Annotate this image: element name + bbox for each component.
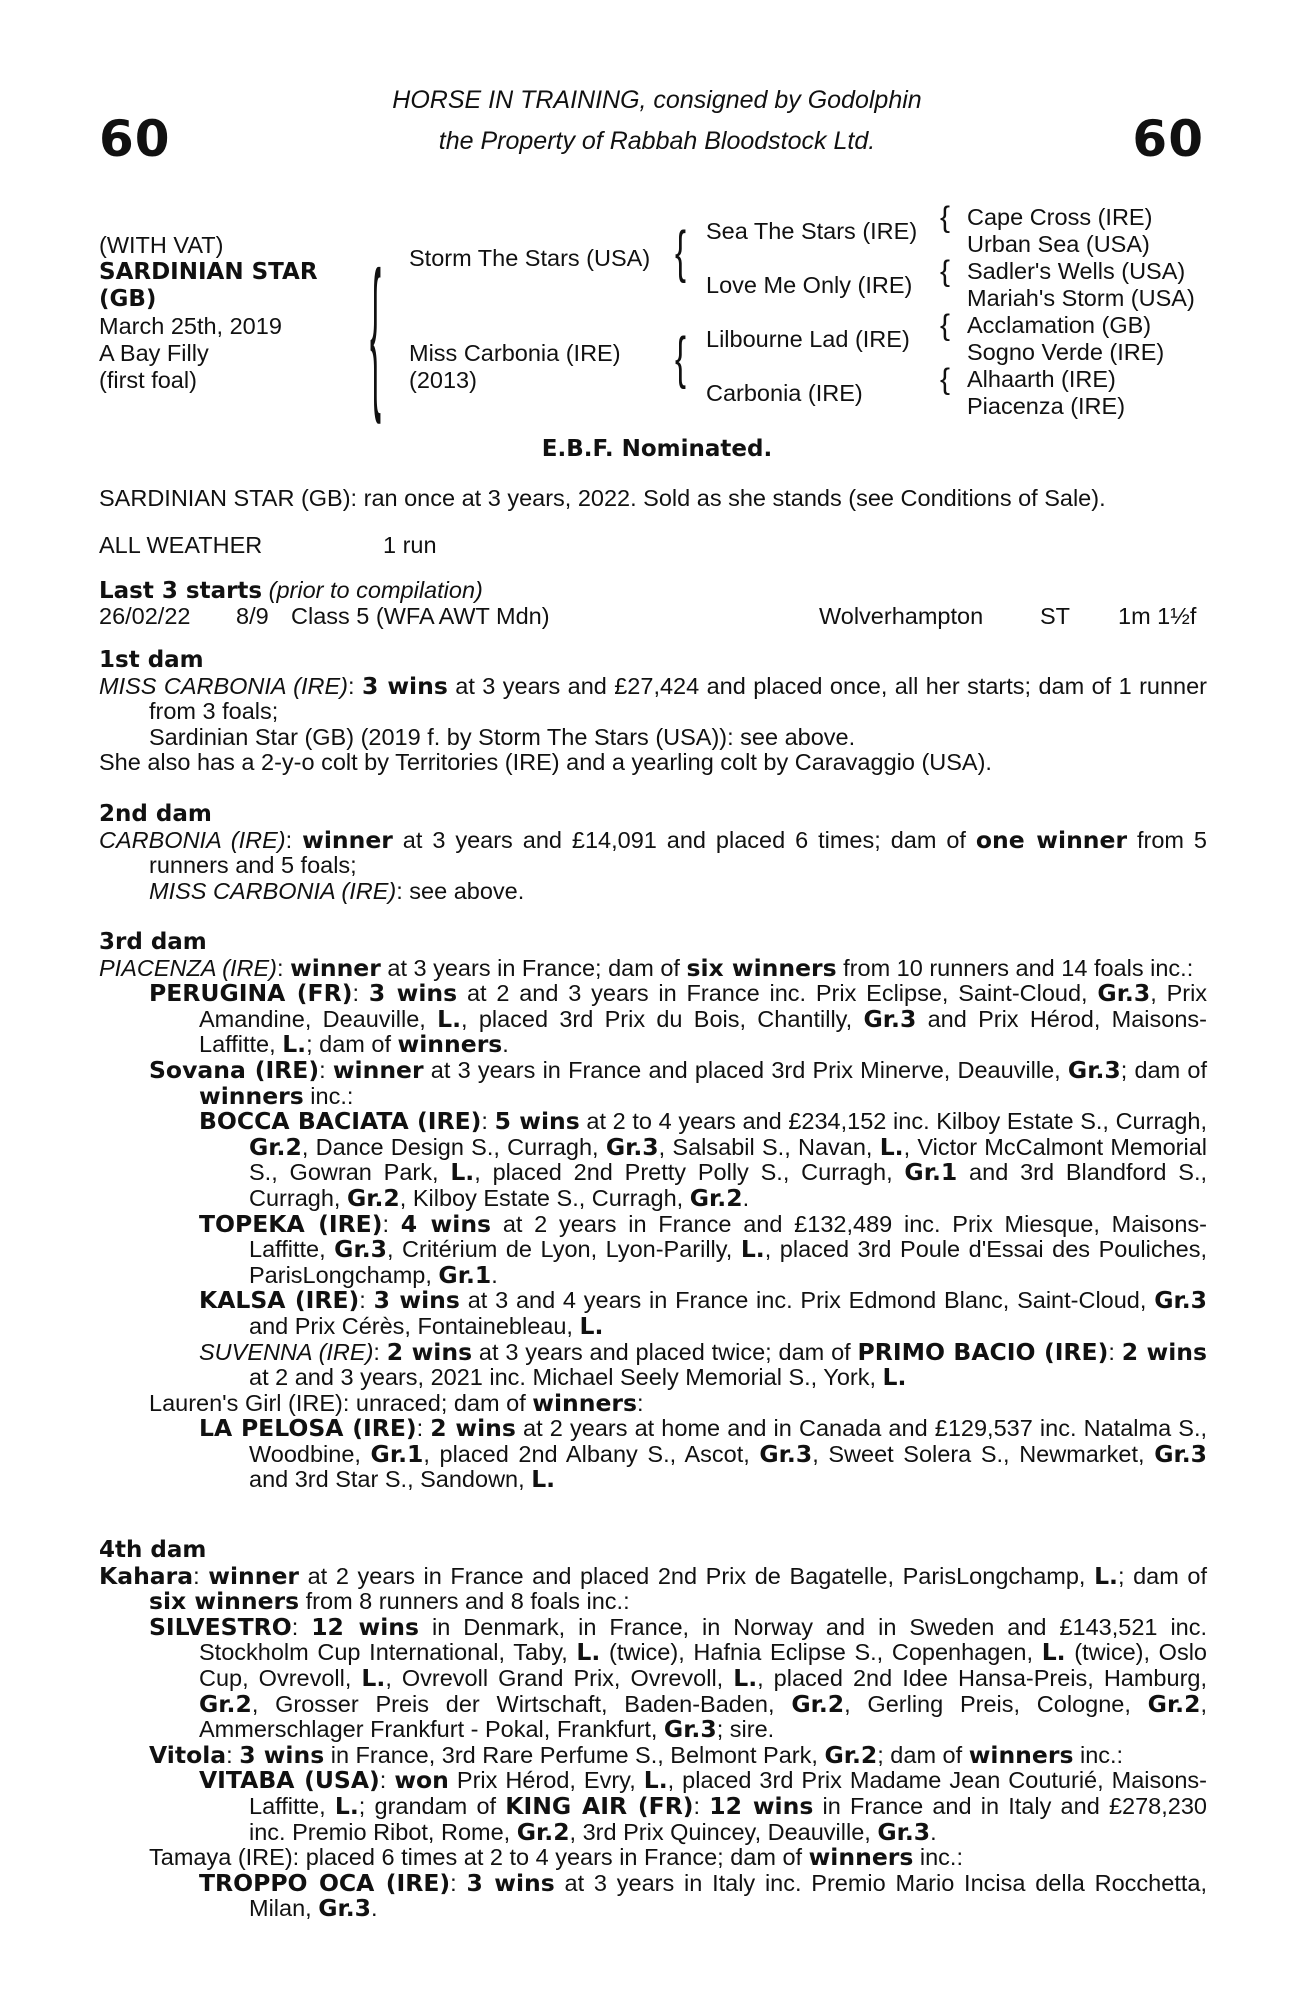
silvestro-i: ; sire. [716,1716,775,1743]
primo-bacio-wins: 2 wins [1121,1337,1208,1366]
bocca-l1: L. [879,1132,904,1161]
bocca-entry: BOCCA BACIATA (IRE): 5 wins at 2 to 4 years and £234,152 inc. Kilboy Estate S., Curragh, Gr.2, Dance Design S., Curragh, Gr.3, Salsabil S., Navan, L., Victor McCalmont Memorial S., Gowran Park, L., placed 2nd Pretty Polly S., Curragh, Gr.1 and 3rd Blandford S., Curragh, Gr.2, Kilboy Estate S., Curragh, Gr.2. [199,1107,1208,1212]
perugina-l2: L. [282,1030,307,1059]
troppo-name: TROPPO OCA (IRE) [199,1868,451,1897]
pedigree-sdd: Mariah's Storm (USA) [967,285,1195,311]
vitaba-won: won [394,1766,449,1795]
perugina-l1: L. [437,1004,462,1033]
dam3-text2: from 10 runners and 14 foals inc.: [836,954,1194,981]
pedigree-sss: Cape Cross (IRE) [967,204,1153,230]
bocca-g4: Gr.2 [346,1183,400,1212]
section-3rd-dam [99,930,1207,1493]
start-going: ST [1040,603,1071,629]
dam1-heading: 1st dam [99,647,204,673]
dam4-c: from 8 runners and 8 foals inc.: [299,1588,630,1615]
start-position: 8/9 [236,603,269,629]
bocca-f: and 3rd Blandford S., Curragh, [249,1159,1208,1211]
dam1-text: at 3 years and £27,424 and placed once, all her starts; dam of 1 runner from 3 foals; [149,672,1208,725]
bocca-name: BOCCA BACIATA (IRE) [199,1107,482,1136]
last-starts-heading: Last 3 starts [99,578,263,604]
kalsa-g1: Gr.3 [1154,1286,1208,1315]
pelosa-g2: Gr.3 [759,1439,813,1468]
silvestro-name: SILVESTRO [149,1612,292,1641]
silvestro-l2: L. [1041,1638,1066,1667]
perugina-g2: Gr.3 [863,1004,917,1033]
pedigree-brace-dam: { [675,324,687,390]
silvestro-e: , placed 2nd Idee Hansa-Preis, Hamburg, [757,1664,1207,1691]
suvenna-name: SUVENNA (IRE) [199,1338,374,1365]
pedigree-dam-year: (2013) [409,367,477,393]
lot-number-left: 60 [99,110,171,168]
perugina-name: PERUGINA (FR) [149,979,353,1008]
kalsa-entry: KALSA (IRE): 3 wins at 3 and 4 years in France inc. Prix Edmond Blanc, Saint-Cloud, Gr.3 and Prix Cérès, Fontainebleau, L. [199,1286,1208,1340]
vitola-g1: Gr.2 [824,1740,878,1769]
pelosa-d: and 3rd Star S., Sandown, [249,1466,532,1493]
topeka-wins: 4 wins [400,1209,492,1238]
pelosa-entry: LA PELOSA (IRE): 2 wins at 2 years at home and in Canada and £129,537 inc. Natalma S., Woodbine, Gr.1, placed 2nd Albany S., Ascot, Gr.3, Sweet Solera S., Newmarket, Gr.3 and 3rd Star S., Sandown, L. [199,1414,1208,1494]
silvestro-l4: L. [733,1663,758,1692]
dam1-foal: Sardinian Star (GB) (2019 f. by Storm The Stars (USA)): see above. [149,723,856,750]
pelosa-l1: L. [531,1465,556,1494]
bocca-g2: Gr.3 [605,1132,659,1161]
pelosa-g1: Gr.1 [370,1439,424,1468]
section-2nd-dam [99,802,1207,904]
pedigree-brace-dd: { [940,363,951,396]
topeka-name: TOPEKA (IRE) [199,1209,383,1238]
troppo-a: at 3 years in Italy inc. Premio Mario Incisa della Rocchetta, Milan, [249,1869,1207,1922]
pedigree-dam: Miss Carbonia (IRE) [409,340,621,366]
pedigree-brace-ss: { [940,201,951,234]
silvestro-l3: L. [361,1663,386,1692]
suvenna-a: at 3 years and placed twice; dam of [472,1338,858,1365]
silvestro-b: (twice), Hafnia Eclipse S., Copenhagen, [600,1639,1042,1666]
tamaya-name: Tamaya (IRE) [149,1844,293,1871]
pedigree-dsd: Sogno Verde (IRE) [967,339,1165,365]
race-summary: SARDINIAN STAR (GB): ran once at 3 years, 2022. Sold as she stands (see Conditions of Sale). [99,485,1106,511]
dam2-one-winner: one winner [975,825,1128,854]
dam2-offspring-text: : see above. [396,877,525,904]
dam4-b: ; dam of [1117,1562,1208,1589]
dam4-l1: L. [1094,1561,1118,1590]
bocca-g: , Kilboy Estate S., Curragh, [399,1184,690,1211]
kalsa-name: KALSA (IRE) [199,1286,360,1315]
vitola-b: ; dam of [877,1741,969,1768]
last-starts-note: (prior to compilation) [268,577,483,603]
vitaba-a: Prix Hérod, Evry, [448,1767,644,1794]
sovana-g: Gr.3 [1067,1055,1121,1084]
dam4-winner: winner [208,1561,300,1590]
dam2-entry: CARBONIA (IRE): winner at 3 years and £14,091 and placed 6 times; dam of one winner from 5 runners and 5 foals; [99,825,1208,879]
pedigree-dam-sire: Lilbourne Lad (IRE) [706,326,910,352]
suvenna-b: : [1108,1338,1122,1365]
bocca-g5: Gr.2 [689,1183,743,1212]
perugina-winners: winners [397,1030,503,1059]
dam2-offspring-name: MISS CARBONIA (IRE) [149,877,397,904]
dam2-offspring [99,879,1207,905]
suvenna-entry: SUVENNA (IRE): 2 wins at 3 years and placed twice; dam of PRIMO BACIO (IRE): 2 wins at 2 and 3 years, 2021 inc. Michael Seely Memorial S., York, L. [199,1337,1208,1392]
vitaba-d: : [693,1792,710,1819]
tamaya-b: inc.: [913,1844,963,1871]
dam4-name: Kahara [99,1561,194,1590]
dam3-winner: winner [290,953,381,982]
vitola-entry: Vitola: 3 wins in France, 3rd Rare Perfume S., Belmont Park, Gr.2; dam of winners inc.: [149,1740,1124,1769]
dam3-entry: PIACENZA (IRE): winner at 3 years in France; dam of six winners from 10 runners and 14 foals inc.: [99,953,1194,982]
section-4th-dam [99,1538,1207,1922]
horse-name-country: (GB) [99,286,157,312]
dam4-entry: Kahara: winner at 2 years in France and placed 2nd Prix de Bagatelle, ParisLongchamp, L.; dam of six winners from 8 runners and 8 foals inc.: [99,1561,1208,1616]
dam3-six-winners: six winners [686,953,837,982]
silvestro-a: in Denmark, in France, in Norway and in Sweden and £143,521 inc. Stockholm Cup International, Taby, [199,1613,1208,1666]
pedigree-brace-sire: { [675,218,687,284]
pelosa-g3: Gr.3 [1154,1439,1207,1468]
all-weather-value: 1 run [383,532,437,558]
dam4-six-winners: six winners [149,1587,300,1616]
laurens-b: : [637,1389,644,1416]
perugina-d: and Prix Hérod, Maisons-Laffitte, [199,1005,1207,1058]
start-course: Wolverhampton [819,603,984,629]
perugina-a: at 2 and 3 years in France inc. Prix Eclipse, Saint-Cloud, [457,980,1098,1007]
silvestro-g1: Gr.2 [199,1689,252,1718]
vitaba-c: ; grandam of [358,1792,506,1819]
pelosa-a: at 2 years at home and in Canada and £129,537 inc. Natalma S., Woodbine, [249,1415,1208,1467]
dam2-name: CARBONIA (IRE) [99,826,286,853]
vitaba-e: in France and in Italy and £278,230 inc. Premio Ribot, Rome, [249,1792,1207,1845]
king-air-wins: 12 wins [709,1791,814,1820]
dam2-winner: winner [302,825,393,854]
kalsa-l1: L. [579,1311,604,1340]
vitaba-b: , placed 3rd Prix Madame Jean Couturié, Maisons-Laffitte, [249,1767,1207,1819]
silvestro-wins: 12 wins [311,1612,420,1641]
silvestro-g3: Gr.2 [1147,1689,1201,1718]
tamaya-entry [99,1845,1207,1871]
silvestro-g: , Gerling Preis, Cologne, [844,1690,1148,1717]
dam1-also: She also has a 2-y-o colt by Territories (IRE) and a yearling colt by Caravaggio (USA). [99,749,992,776]
pedigree-sire-sire: Sea The Stars (IRE) [706,218,918,244]
vitaba-entry: VITABA (USA): won Prix Hérod, Evry, L., placed 3rd Prix Madame Jean Couturié, Maisons-Laffitte, L.; grandam of KING AIR (FR): 12 wins in France and in Italy and £278,230 inc. Premio Ribot, Rome, Gr.2, 3rd Prix Quincey, Deauville, Gr.3. [199,1766,1207,1846]
silvestro-f: , Grosser Preis der Wirtschaft, Baden-Baden, [251,1690,792,1717]
suvenna-wins: 2 wins [386,1337,473,1366]
bocca-a: at 2 to 4 years and £234,152 inc. Kilboy Estate S., Curragh, [579,1108,1208,1135]
kalsa-a: at 3 and 4 years in France inc. Prix Edmond Blanc, Saint-Cloud, [459,1287,1155,1314]
pedigree-brace-ds: { [940,309,951,342]
pelosa-c: , Sweet Solera S., Newmarket, [812,1440,1155,1467]
kalsa-wins: 3 wins [373,1286,460,1315]
horse-sex: A Bay Filly [99,340,209,366]
perugina-f: . [502,1031,509,1058]
vitaba-l1: L. [643,1766,668,1795]
troppo-entry: TROPPO OCA (IRE): 3 wins at 3 years in Italy inc. Premio Mario Incisa della Rocchetta, Milan, Gr.3. [199,1868,1207,1923]
bocca-h: . [742,1184,750,1211]
tamaya-a: : placed 6 times at 2 to 4 years in France; dam of [292,1844,809,1871]
dam3-heading: 3rd dam [99,929,207,955]
topeka-l1: L. [740,1235,765,1264]
topeka-c: , placed 3rd Poule d'Essai des Pouliches, ParisLongchamp, [249,1236,1207,1288]
start-date: 26/02/22 [99,603,191,629]
topeka-g1: Gr.3 [334,1235,387,1264]
start-race: Class 5 (WFA AWT Mdn) [291,603,550,629]
start-distance: 1m 1½f [1118,603,1197,629]
sovana-name: Sovana (IRE) [149,1055,320,1084]
suvenna-l1: L. [882,1363,907,1392]
king-air-name: KING AIR (FR) [505,1791,694,1820]
vitaba-l2: L. [334,1791,359,1820]
pedigree-sds: Sadler's Wells (USA) [967,258,1186,284]
dam3-text1: at 3 years in France; dam of [380,954,687,981]
troppo-wins: 3 wins [466,1868,555,1897]
bocca-c: , Salsabil S., Navan, [658,1133,880,1160]
perugina-c: , placed 3rd Prix du Bois, Chantilly, [461,1005,864,1032]
topeka-a: at 2 years in France and £132,489 inc. Prix Miesque, Maisons-Laffitte, [249,1210,1207,1263]
bocca-b: , Dance Design S., Curragh, [301,1133,606,1160]
perugina-b: , Prix Amandine, Deauville, [199,980,1208,1032]
perugina-entry: PERUGINA (FR): 3 wins at 2 and 3 years in France inc. Prix Eclipse, Saint-Cloud, Gr.3, Prix Amandine, Deauville, L., placed 3rd Prix du Bois, Chantilly, Gr.3 and Prix Hérod, Maisons-Laffitte, L.; dam of winners. [149,979,1208,1059]
header-property: the Property of Rabbah Bloodstock Ltd. [438,127,876,155]
vitola-winners: winners [968,1740,1074,1769]
dam2-text1: at 3 years and £14,091 and placed 6 times; dam of [392,826,976,853]
section-1st-dam [99,648,1207,776]
header-consignor: HORSE IN TRAINING, consigned by Godolphin [392,86,922,114]
perugina-e: ; dam of [306,1031,398,1058]
dam4-heading: 4th dam [99,1537,207,1563]
troppo-b: . [371,1895,378,1922]
vitaba-f: , 3rd Prix Quincey, Deauville, [569,1818,878,1845]
silvestro-g4: Gr.3 [663,1715,717,1744]
bocca-g1: Gr.2 [249,1132,302,1161]
dam2-text2: from 5 runners and 5 foals; [149,826,1208,879]
perugina-wins: 3 wins [368,979,458,1008]
dam2-heading: 2nd dam [99,801,212,827]
topeka-d: . [491,1261,498,1288]
pedigree-sire-dam: Love Me Only (IRE) [706,272,913,298]
dam1-wins: 3 wins [361,671,448,700]
laurens-a: : unraced; dam of [342,1389,533,1416]
topeka-b: , Critérium de Lyon, Lyon-Parilly, [386,1236,741,1263]
vitola-a: in France, 3rd Rare Perfume S., Belmont Park, [324,1741,825,1768]
bocca-d: , Victor McCalmont Memorial S., Gowran Park, [249,1133,1207,1186]
all-weather-label: ALL WEATHER [99,532,263,558]
dam4-a: at 2 years in France and placed 2nd Prix de Bagatelle, ParisLongchamp, [299,1562,1095,1589]
kalsa-b: and Prix Cérès, Fontainebleau, [249,1312,580,1339]
vitaba-g: . [930,1818,937,1845]
horse-note: (first foal) [99,367,197,393]
dam3-name: PIACENZA (IRE) [99,954,278,981]
pedigree-ddd: Piacenza (IRE) [967,393,1126,419]
laurens-name: Lauren's Girl (IRE) [149,1389,343,1416]
dam1-entry: MISS CARBONIA (IRE): 3 wins at 3 years and £27,424 and placed once, all her starts; dam of 1 runner from 3 foals; [99,671,1208,725]
silvestro-l1: L. [576,1638,601,1667]
pedigree-dam-dam: Carbonia (IRE) [706,380,863,406]
last-starts-title [99,577,483,604]
horse-name: SARDINIAN STAR [99,259,318,285]
bocca-l2: L. [450,1158,475,1187]
silvestro-g2: Gr.2 [791,1689,845,1718]
horse-dob: March 25th, 2019 [99,313,282,339]
pedigree-ssd: Urban Sea (USA) [967,231,1150,257]
silvestro-d: , Ovrevoll Grand Prix, Ovrevoll, [385,1664,734,1691]
dam1-name: MISS CARBONIA (IRE) [99,672,348,699]
bocca-g3: Gr.1 [904,1158,958,1187]
pelosa-b: , placed 2nd Albany S., Ascot, [423,1440,760,1467]
sovana-c: inc.: [303,1082,354,1109]
topeka-g2: Gr.1 [438,1260,492,1289]
tamaya-winners: winners [808,1843,914,1872]
pedigree-brace-sd: { [940,255,951,288]
topeka-entry: TOPEKA (IRE): 4 wins at 2 years in France and £132,489 inc. Prix Miesque, Maisons-Laffitte, Gr.3, Critérium de Lyon, Lyon-Parilly, L., placed 3rd Poule d'Essai des Pouliches, ParisLongchamp, Gr.1. [199,1209,1207,1289]
sovana-winner: winner [332,1055,424,1084]
vitaba-name: VITABA (USA) [199,1766,380,1795]
pedigree-sire: Storm The Stars (USA) [409,245,651,271]
pedigree-dss: Acclamation (GB) [967,312,1152,338]
bocca-wins: 5 wins [494,1107,580,1136]
primo-bacio-name: PRIMO BACIO (IRE) [857,1337,1109,1366]
troppo-g1: Gr.3 [318,1894,372,1923]
silvestro-h: , Ammerschlager Frankfurt - Pokal, Frankfurt, [199,1690,1207,1743]
vitola-wins: 3 wins [239,1740,325,1769]
pedigree-dds: Alhaarth (IRE) [967,366,1116,392]
silvestro-c: (twice), Oslo Cup, Ovrevoll, [199,1639,1207,1691]
vitaba-g1: Gr.2 [516,1817,570,1846]
pelosa-name: LA PELOSA (IRE) [199,1414,417,1443]
ebf-nominated: E.B.F. Nominated. [541,436,773,462]
vitola-c: inc.: [1073,1741,1124,1768]
sovana-winners: winners [199,1081,304,1110]
perugina-g1: Gr.3 [1097,979,1151,1008]
laurens-winners: winners [532,1388,638,1417]
bocca-e: , placed 2nd Pretty Polly S., Curragh, [474,1159,905,1186]
vitaba-g2: Gr.3 [877,1817,931,1846]
silvestro-entry: SILVESTRO: 12 wins in Denmark, in France, in Norway and in Sweden and £143,521 inc. Stockholm Cup International, Taby, L. (twice), Hafnia Eclipse S., Copenhagen, L. (twice), Oslo Cup, Ovrevoll, L., Ovrevoll Grand Prix, Ovrevoll, L., placed 2nd Idee Hansa-Preis, Hamburg, Gr.2, Grosser Preis der Wirtschaft, Baden-Baden, Gr.2, Gerling Preis, Cologne, Gr.2, Ammerschlager Frankfurt - Pokal, Frankfurt, Gr.3; sire. [149,1612,1208,1744]
lot-number-right: 60 [1132,110,1204,168]
pedigree-brace-main: { [370,235,382,425]
pelosa-wins: 2 wins [430,1414,516,1443]
vat-note: (WITH VAT) [99,232,224,258]
sovana-b: ; dam of [1120,1056,1208,1083]
sovana-entry: Sovana (IRE): winner at 3 years in France and placed 3rd Prix Minerve, Deauville, Gr.3; dam of winners inc.: [149,1055,1208,1110]
sovana-a: at 3 years in France and placed 3rd Prix Minerve, Deauville, [423,1056,1068,1083]
laurens-entry [99,1388,1207,1417]
suvenna-c: at 2 and 3 years, 2021 inc. Michael Seely Memorial S., York, [249,1364,883,1391]
vitola-name: Vitola [149,1740,227,1769]
